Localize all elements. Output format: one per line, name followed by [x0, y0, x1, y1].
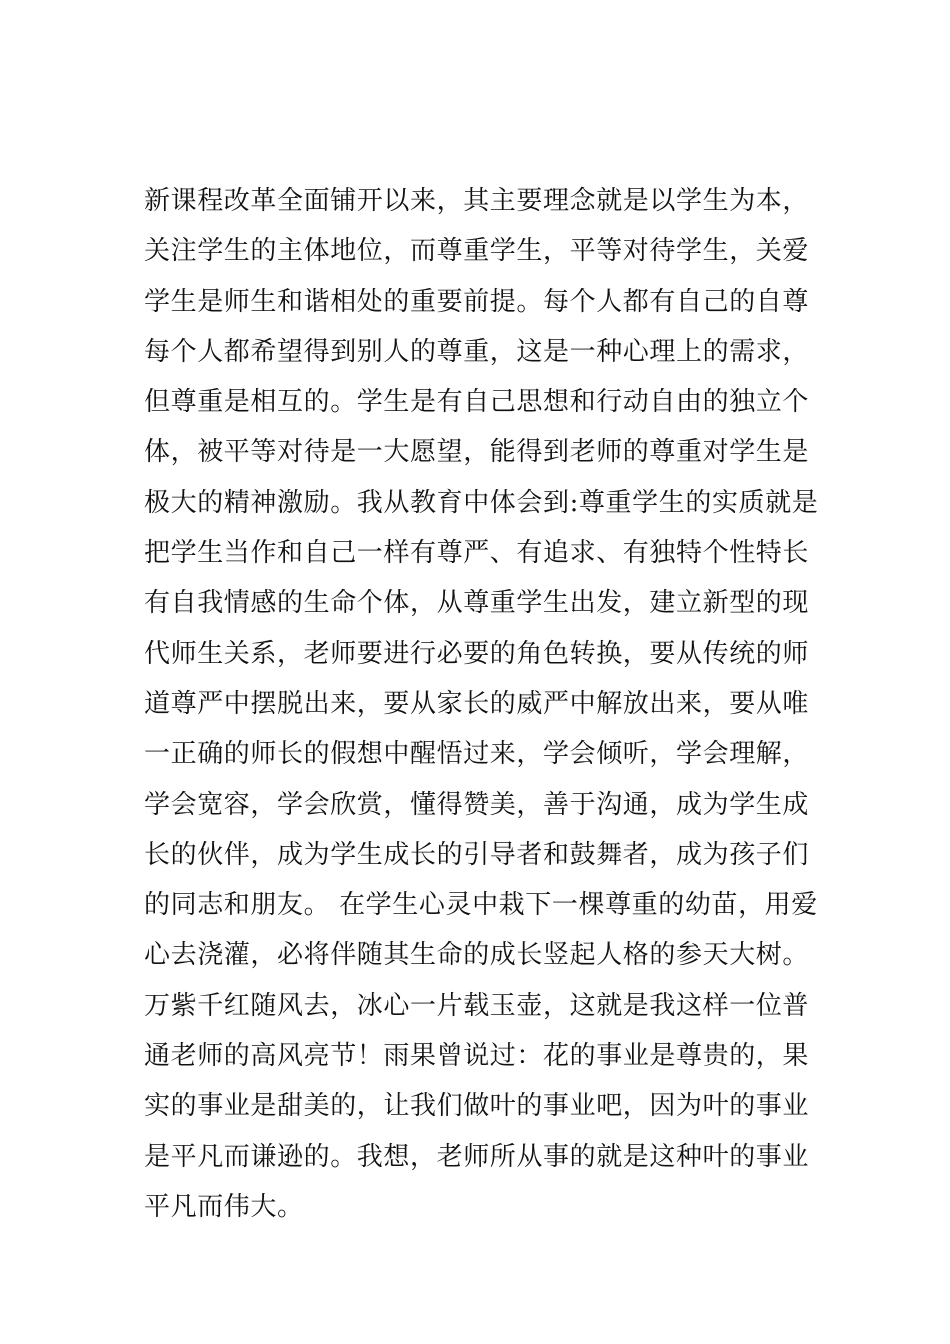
- text-line: 代师生关系，老师要进行必要的角色转换，要从传统的师: [144, 638, 810, 669]
- text-line: 体，被平等对待是一大愿望，能得到老师的尊重对学生是: [144, 437, 810, 468]
- text-line: 是平凡而谦逊的。我想，老师所从事的就是这种叶的事业: [144, 1141, 810, 1172]
- text-line: 实的事业是甜美的，让我们做叶的事业吧，因为叶的事业: [144, 1091, 810, 1122]
- text-line: 通老师的高风亮节！雨果曾说过：花的事业是尊贵的，果: [144, 1041, 810, 1072]
- text-line: 道尊严中摆脱出来，要从家长的威严中解放出来，要从唯: [144, 688, 810, 719]
- text-line: 平凡而伟大。: [144, 1191, 304, 1222]
- text-line: 关注学生的主体地位，而尊重学生，平等对待学生，关爱: [144, 236, 810, 267]
- text-line: 新课程改革全面铺开以来，其主要理念就是以学生为本，: [144, 186, 810, 216]
- text-line: 把学生当作和自己一样有尊严、有追求、有独特个性特长: [144, 538, 810, 569]
- text-line: 一正确的师长的假想中醒悟过来，学会倾听，学会理解，: [144, 739, 810, 770]
- text-line: 极大的精神激励。我从教育中体会到:尊重学生的实质就是: [144, 487, 819, 518]
- text-line: 心去浇灌，必将伴随其生命的成长竖起人格的参天大树。: [144, 940, 810, 971]
- text-line: 学会宽容，学会欣赏，懂得赞美，善于沟通，成为学生成: [144, 789, 810, 820]
- text-line: 每个人都希望得到别人的尊重，这是一种心理上的需求，: [144, 336, 810, 367]
- text-line: 的同志和朋友。 在学生心灵中栽下一棵尊重的幼苗，用爱: [144, 890, 818, 921]
- text-line: 有自我情感的生命个体，从尊重学生出发，建立新型的现: [144, 588, 810, 619]
- text-line: 学生是师生和谐相处的重要前提。每个人都有自己的自尊: [144, 286, 810, 317]
- text-line: 万紫千红随风去，冰心一片载玉壶，这就是我这样一位普: [144, 990, 810, 1021]
- body-paragraph: [144, 176, 824, 1232]
- text-line: 但尊重是相互的。学生是有自己思想和行动自由的独立个: [144, 387, 810, 418]
- text-line: 长的伙伴，成为学生成长的引导者和鼓舞者，成为孩子们: [144, 839, 810, 870]
